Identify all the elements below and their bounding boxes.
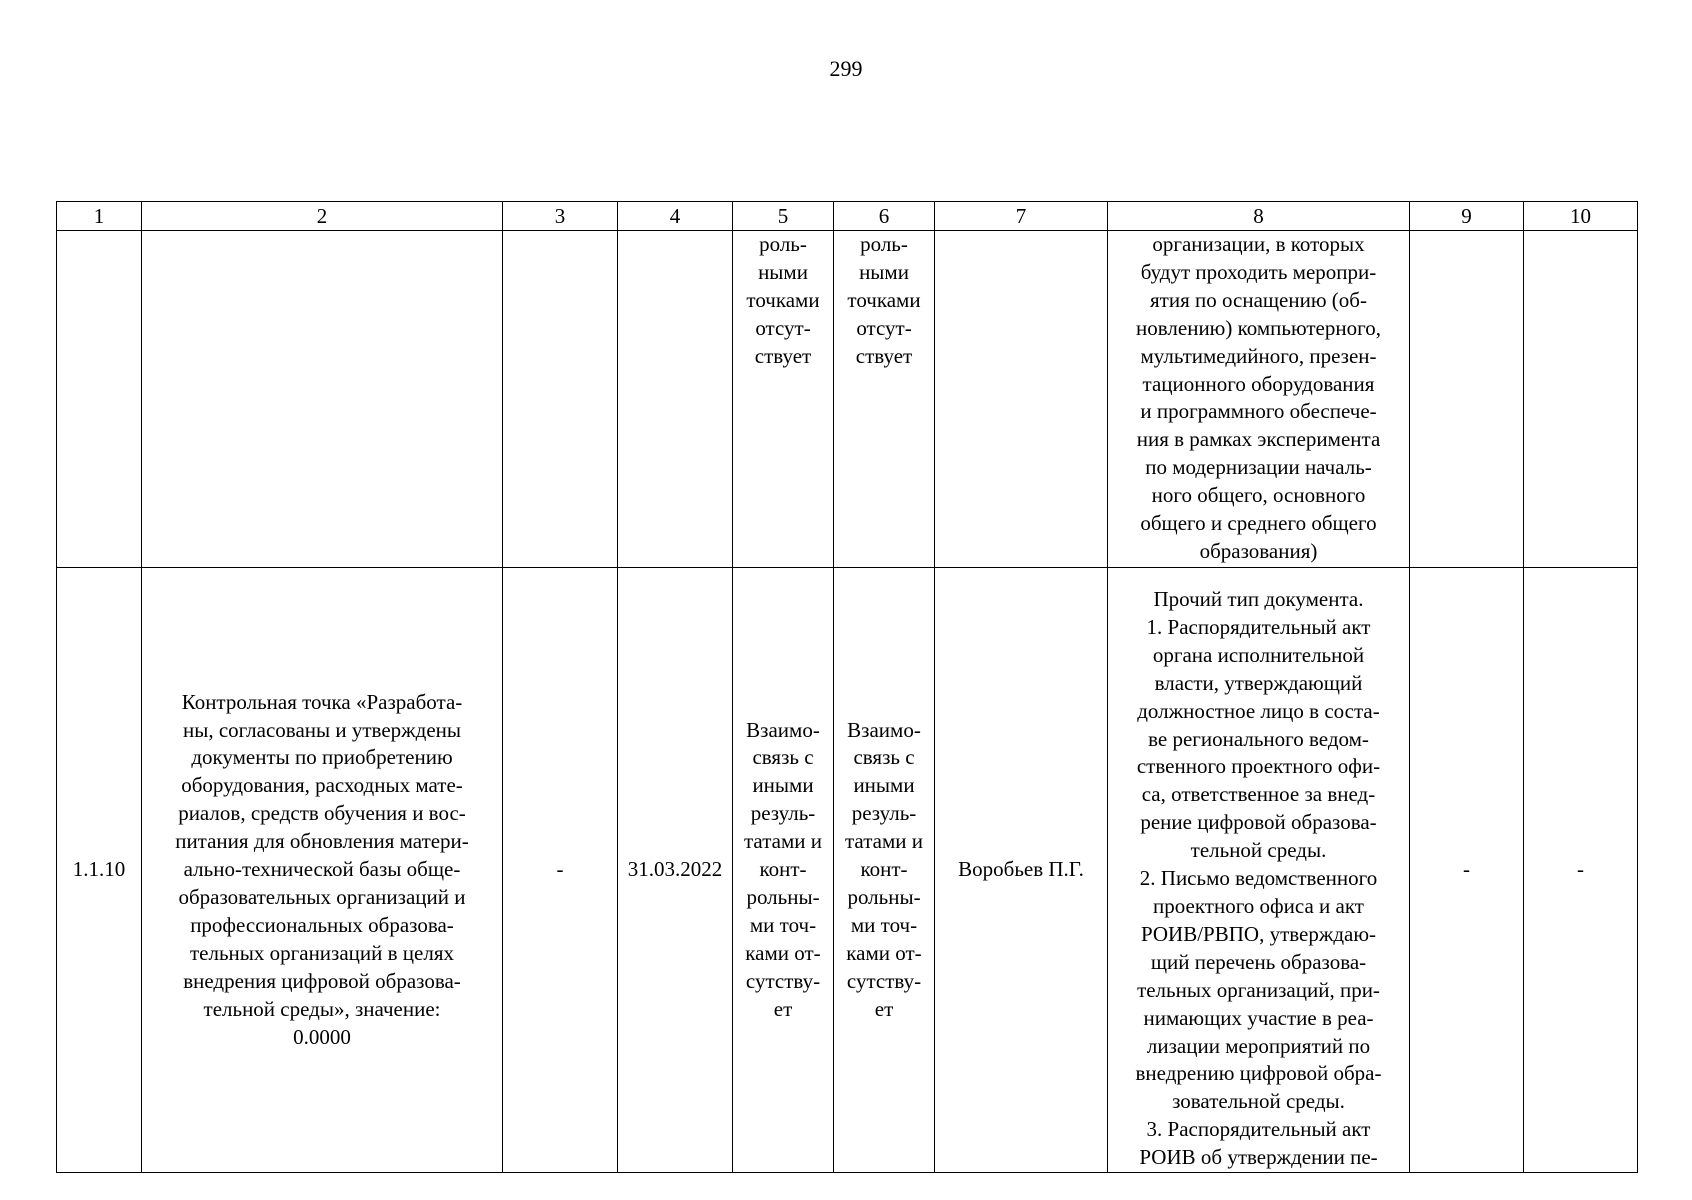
cell-level: - [1410,568,1524,1173]
cell-end-date [618,231,733,568]
cell-responsible: Воробьев П.Г. [935,568,1108,1173]
plan-table [56,201,1638,1173]
cell-name: Контрольная точка «Разработа- ны, согласованы и утверждены документы по приобретению оборудования, расходных мате- риалов, средств обучения и вос- питания для обновления матери- ально-технической базы обще- образовательных организаций и профессиональных образова- тельных организаций в целях внедрения цифровой образова- тельной среды», значение: 0.0000 [142,568,503,1173]
cell-information-system: - [1524,568,1638,1173]
column-number-2: 2 [142,202,503,231]
column-number-5: 5 [733,202,834,231]
column-number-7: 7 [935,202,1108,231]
page-number: 299 [829,56,863,81]
column-number-10: 10 [1524,202,1638,231]
column-number-4: 4 [618,202,733,231]
cell-number [57,231,142,568]
cell-level [1410,231,1524,568]
cell-successors: роль- ными точками отсут- ствует [834,231,935,568]
cell-document-type-text: Прочий тип документа. 1. Распорядительный акт органа исполнительной власти, утверждающий должностное лицо в соста- ве регионального ведом- ственного проектного офи- са, ответственное за внед- рение цифровой образова- тельной среды. 2. Письмо ведомственного проектного офиса и акт РОИВ/РВПО, утверждаю- щий перечень образова- тельных организаций, при- нимающих участие в реа- лизации мероприятий по внедрению цифровой обра- зовательной среды. 3. Распорядительный акт РОИВ об утверждении пе- [1135,587,1382,1170]
cell-end-date: 31.03.2022 [618,568,733,1173]
cell-number: 1.1.10 [57,568,142,1173]
cell-successors: Взаимо- связь с иными резуль- татами и конт- рольны- ми точ- ками от- сутству- ет [834,568,935,1173]
column-number-6: 6 [834,202,935,231]
column-number-8: 8 [1108,202,1410,231]
cell-responsible [935,231,1108,568]
column-number-1: 1 [57,202,142,231]
cell-document-type: организации, в которых будут проходить меропри- ятия по оснащению (об- новлению) компьютерного, мультимедийного, презен- тационного оборудования и программного обеспече- ния в рамках эксперимента по модернизации началь- ного общего, основного общего и среднего общего образования) [1108,231,1410,568]
table-row-1-1-10 [57,568,1638,1173]
cell-document-type [1108,568,1410,1173]
cell-predecessors: Взаимо- связь с иными резуль- татами и конт- рольны- ми точ- ками от- сутству- ет [733,568,834,1173]
table-row-continued [57,231,1638,568]
column-number-row [57,202,1638,231]
column-number-3: 3 [503,202,618,231]
cell-start-date [503,231,618,568]
column-number-9: 9 [1410,202,1524,231]
cell-name [142,231,503,568]
cell-predecessors: роль- ными точками отсут- ствует [733,231,834,568]
cell-start-date: - [503,568,618,1173]
cell-information-system [1524,231,1638,568]
